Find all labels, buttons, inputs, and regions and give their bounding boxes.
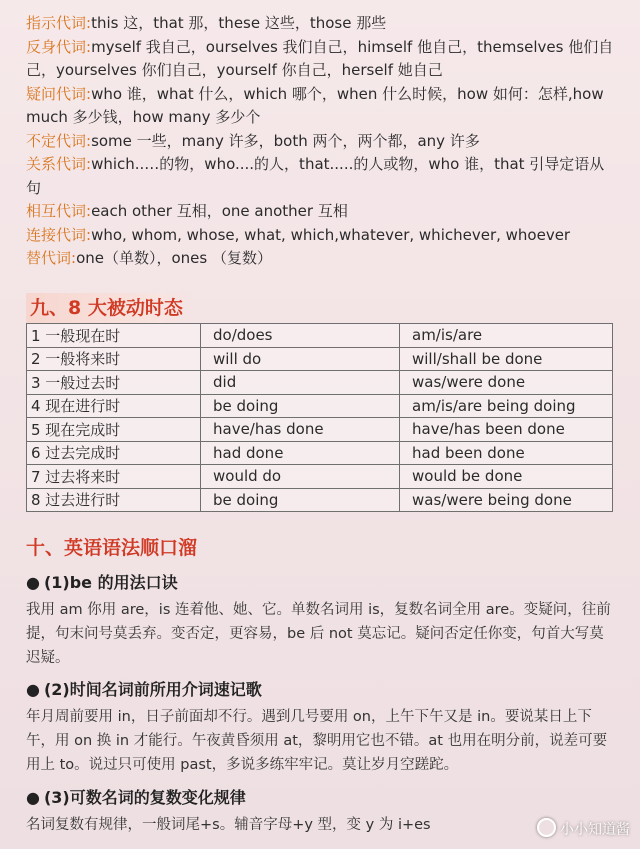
- paragraph: 我用 am 你用 are，is 连着他、她、它。单数名词用 is，复数名词全用 are。变疑问，往前提，句末问号莫丢弃。变否定，更容易，be 后 not 莫忘记。疑问否定任你变，句首大写莫迟疑。: [26, 602, 611, 666]
- pronoun-line: [26, 224, 616, 248]
- subsection-title-text: (2)时间名词前所用介词速记歌: [43, 680, 262, 699]
- pronoun-text: myself 我自己，ourselves 我们自己，himself 他自己，themselves 他们自己，yourselves 你们自己，yourself 你自己，herself 她自己: [26, 37, 614, 79]
- table-row: [27, 324, 613, 348]
- pronoun-label: 指示代词:: [26, 14, 92, 32]
- passive-form-cell: have/has been done: [400, 418, 613, 442]
- tense-form-cell: be doing: [201, 394, 400, 418]
- watermark: [537, 818, 630, 839]
- pronoun-text: some 一些，many 许多，both 两个，两个都，any 许多: [91, 131, 480, 150]
- tense-form-cell: have/has done: [201, 418, 400, 442]
- passive-form-cell: am/is/are: [400, 324, 613, 348]
- subsection-title-text: (1)be 的用法口诀: [43, 573, 178, 592]
- pronoun-label: 替代词:: [26, 249, 77, 267]
- tense-name-cell: 2 一般将来时: [27, 347, 201, 371]
- bullet-icon: ●: [26, 680, 40, 699]
- tense-name-cell: 3 一般过去时: [27, 371, 201, 395]
- section-title: 十、英语语法顺口溜: [26, 537, 198, 559]
- tense-form-cell: had done: [201, 441, 400, 465]
- bullet-icon: ●: [26, 573, 40, 592]
- tense-name-cell: 1 一般现在时: [27, 324, 201, 348]
- table-row: [27, 418, 613, 442]
- table-row: [27, 488, 613, 512]
- tense-form-cell: will do: [201, 347, 400, 371]
- tense-form-cell: be doing: [201, 488, 400, 512]
- tense-form-cell: would do: [201, 465, 400, 489]
- passive-form-cell: am/is/are being doing: [400, 394, 613, 418]
- passive-form-cell: would be done: [400, 465, 613, 489]
- pronoun-text: which..…的物，who....的人，that.....的人或物，who 谁，that 引导定语从句: [26, 155, 605, 197]
- subsection-title: [26, 570, 178, 593]
- pronoun-list: [26, 12, 616, 271]
- pronoun-line: [26, 36, 616, 83]
- passive-form-cell: was/were done: [400, 371, 613, 395]
- table-row: [27, 441, 613, 465]
- pronoun-line: [26, 130, 616, 154]
- pronoun-text: who 谁，what 什么，which 哪个，when 什么时候，how 如何：怎样,how much 多少钱，how many 多少个: [26, 84, 604, 126]
- bullet-icon: ●: [26, 788, 40, 807]
- tense-name-cell: 7 过去将来时: [27, 465, 201, 489]
- passive-form-cell: will/shall be done: [400, 347, 613, 371]
- pronoun-line: [26, 153, 616, 200]
- pronoun-text: each other 互相，one another 互相: [91, 202, 348, 220]
- pronoun-label: 疑问代词:: [26, 84, 92, 103]
- pronoun-text: this 这，that 那，these 这些，those 那些: [91, 14, 387, 32]
- section-title: 九、8 大被动时态: [26, 293, 195, 323]
- passive-form-cell: had been done: [400, 441, 613, 465]
- tense-name-cell: 5 现在完成时: [27, 418, 201, 442]
- tense-name-cell: 8 过去进行时: [27, 488, 201, 512]
- pronoun-line: [26, 200, 616, 224]
- pronoun-text: one（单数），ones （复数）: [76, 249, 272, 267]
- pronoun-line: [26, 83, 616, 130]
- table-row: [27, 371, 613, 395]
- paragraph: 名词复数有规律，一般词尾+s。辅音字母+y 型，变 y 为 i+es: [26, 817, 431, 833]
- subsection-title: [26, 785, 246, 808]
- pronoun-text: who, whom, whose, what, which,whatever, whichever, whoever: [91, 225, 571, 244]
- tense-form-cell: did: [201, 371, 400, 395]
- subsection-title-text: (3)可数名词的复数变化规律: [43, 788, 246, 807]
- pronoun-label: 相互代词:: [26, 202, 92, 220]
- table-row: [27, 347, 613, 371]
- tense-name-cell: 6 过去完成时: [27, 441, 201, 465]
- tense-form-cell: do/does: [201, 324, 400, 348]
- pronoun-label: 反身代词:: [26, 37, 92, 56]
- pronoun-line: [26, 12, 616, 36]
- subsection-title: [26, 677, 262, 700]
- passive-tense-table: [26, 323, 613, 512]
- paragraph: 年月周前要用 in，日子前面却不行。遇到几号要用 on，上午下午又是 in。要说某日上下午，用 on 换 in 才能行。午夜黄昏须用 at，黎明用它也不错。at 也用在明分前，说差可要用上 to。说过只可使用 past，多说多练牢牢记。莫让岁月空蹉跎。: [26, 709, 608, 773]
- watermark-text: 小小知道酱: [560, 822, 630, 838]
- tense-name-cell: 4 现在进行时: [27, 394, 201, 418]
- watermark-icon: [537, 818, 556, 837]
- pronoun-line: [26, 247, 616, 271]
- table-row: [27, 394, 613, 418]
- pronoun-label: 不定代词:: [26, 131, 92, 150]
- passive-form-cell: was/were being done: [400, 488, 613, 512]
- table-row: [27, 465, 613, 489]
- pronoun-label: 连接代词:: [26, 225, 92, 244]
- pronoun-label: 关系代词:: [26, 155, 92, 173]
